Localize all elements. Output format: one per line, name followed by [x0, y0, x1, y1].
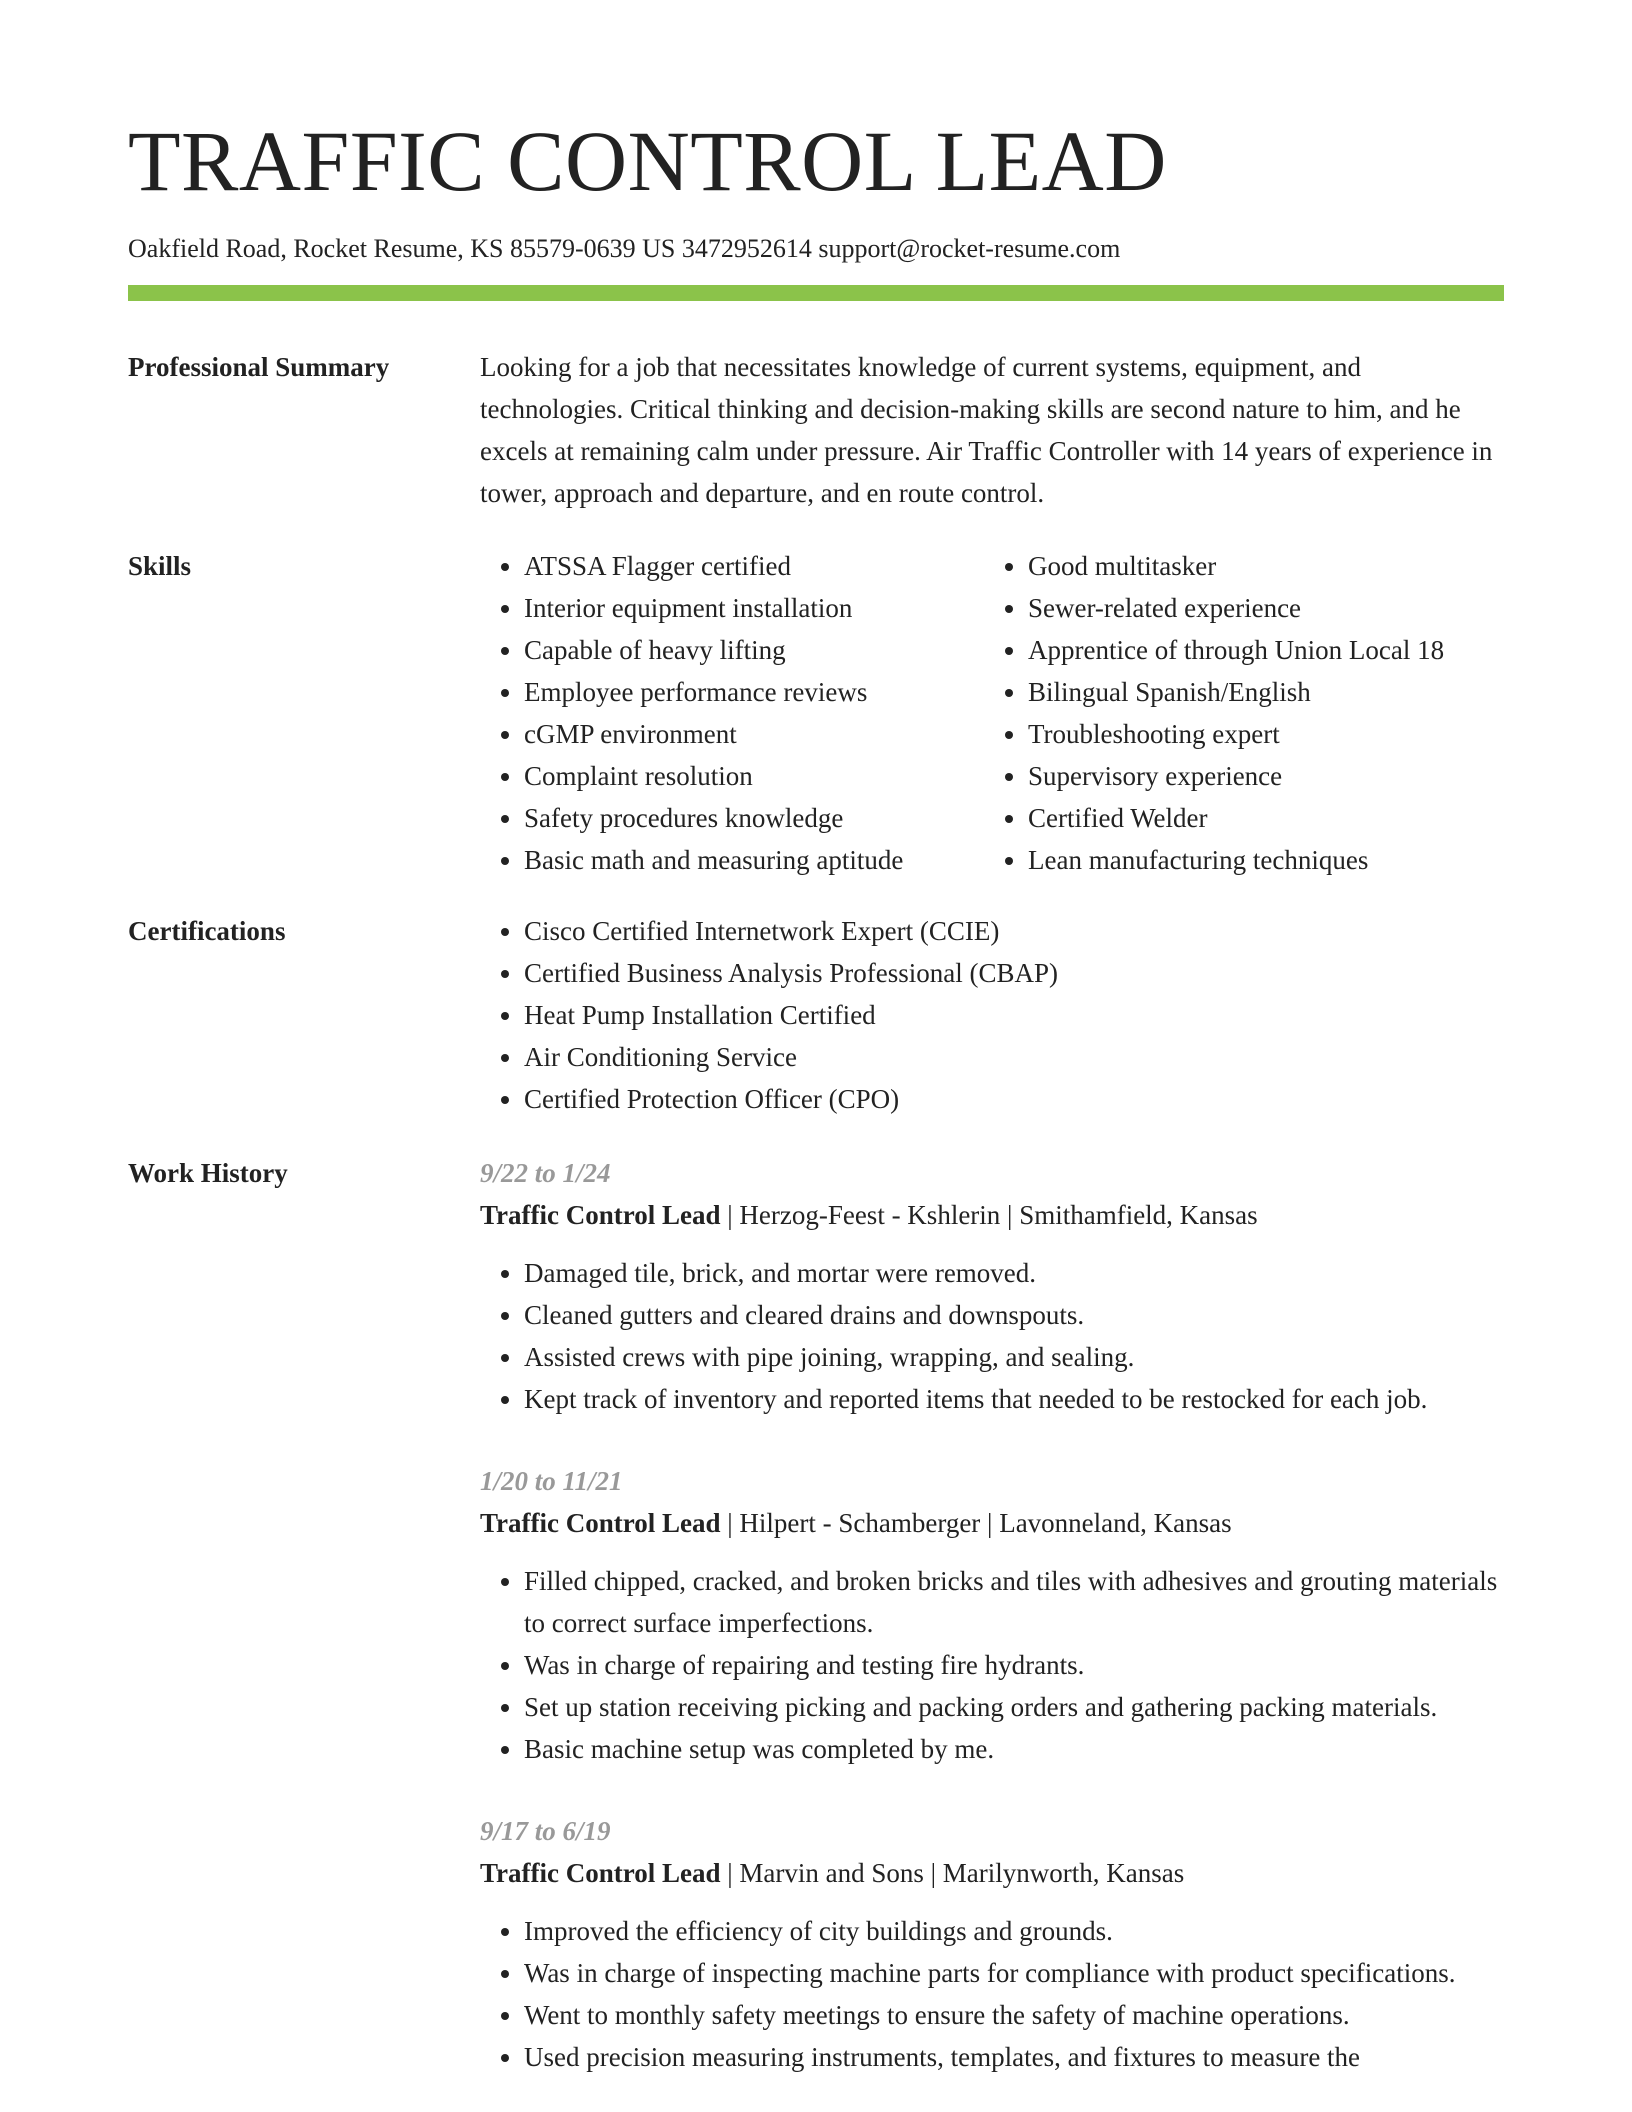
job-bullet: • Was in charge of inspecting machine parts for compliance with product specifications.	[524, 1952, 1504, 1994]
job-bullet: • Used precision measuring instruments, templates, and fixtures to measure the	[524, 2036, 1504, 2078]
work-history-heading: Work History	[128, 1158, 288, 1188]
skill-item: • Apprentice of through Union Local 18	[1028, 629, 1504, 671]
job-bullet: • Improved the efficiency of city buildings and grounds.	[524, 1910, 1504, 1952]
skill-item: • Good multitasker	[1028, 545, 1504, 587]
job-employer-location: | Herzog-Feest - Kshlerin | Smithamfield, Kansas	[720, 1200, 1258, 1230]
job-dates: 1/20 to 11/21	[480, 1466, 623, 1496]
skill-item: • Employee performance reviews	[524, 671, 984, 713]
skill-item: • Lean manufacturing techniques	[1028, 839, 1504, 881]
skill-item: • Safety procedures knowledge	[524, 797, 984, 839]
skill-item: • ATSSA Flagger certified	[524, 545, 984, 587]
certification-item: • Cisco Certified Internetwork Expert (CCIE)	[524, 910, 1504, 952]
skills-column-left	[480, 545, 984, 881]
skill-item: • Troubleshooting expert	[1028, 713, 1504, 755]
certification-item: • Air Conditioning Service	[524, 1036, 1504, 1078]
summary-body	[480, 346, 1504, 514]
job-entry	[480, 1152, 1504, 1420]
job-bullet: • Set up station receiving picking and packing orders and gathering packing materials.	[524, 1686, 1504, 1728]
job-entry	[480, 1810, 1504, 2078]
job-dates: 9/17 to 6/19	[480, 1816, 611, 1846]
certifications-body	[480, 910, 1504, 1120]
skill-item: • Supervisory experience	[1028, 755, 1504, 797]
job-heading	[480, 1194, 1504, 1236]
summary-heading: Professional Summary	[128, 352, 390, 382]
certification-item: • Heat Pump Installation Certified	[524, 994, 1504, 1036]
work-history-body	[480, 1152, 1504, 2078]
skill-item: • Capable of heavy lifting	[524, 629, 984, 671]
job-bullet: • Basic machine setup was completed by me.	[524, 1728, 1504, 1770]
job-title: Traffic Control Lead	[480, 1200, 721, 1230]
accent-divider	[128, 285, 1504, 301]
job-title: Traffic Control Lead	[480, 1858, 721, 1888]
job-bullet: • Kept track of inventory and reported items that needed to be restocked for each job.	[524, 1378, 1504, 1420]
certification-item: • Certified Protection Officer (CPO)	[524, 1078, 1504, 1120]
job-dates: 9/22 to 1/24	[480, 1158, 611, 1188]
skill-item: • Interior equipment installation	[524, 587, 984, 629]
candidate-name: TRAFFIC CONTROL LEAD	[128, 113, 1167, 209]
skill-item: • Bilingual Spanish/English	[1028, 671, 1504, 713]
job-heading	[480, 1502, 1504, 1544]
contact-line: Oakfield Road, Rocket Resume, KS 85579-0639 US 3472952614 support@rocket-resume.com	[128, 234, 1121, 263]
skill-item: • Certified Welder	[1028, 797, 1504, 839]
skill-item: • cGMP environment	[524, 713, 984, 755]
skill-item: • Basic math and measuring aptitude	[524, 839, 984, 881]
job-bullet: • Cleaned gutters and cleared drains and downspouts.	[524, 1294, 1504, 1336]
job-heading	[480, 1852, 1504, 1894]
job-bullet: • Damaged tile, brick, and mortar were removed.	[524, 1252, 1504, 1294]
certifications-heading: Certifications	[128, 916, 286, 946]
job-entry	[480, 1460, 1504, 1770]
job-bullet: • Was in charge of repairing and testing fire hydrants.	[524, 1644, 1504, 1686]
skills-heading: Skills	[128, 551, 192, 581]
skill-item: • Complaint resolution	[524, 755, 984, 797]
job-employer-location: | Hilpert - Schamberger | Lavonneland, Kansas	[720, 1508, 1232, 1538]
job-bullet: • Went to monthly safety meetings to ensure the safety of machine operations.	[524, 1994, 1504, 2036]
job-bullet: • Filled chipped, cracked, and broken bricks and tiles with adhesives and grouting materials to correct surface imperfections.	[524, 1560, 1504, 1644]
skills-column-right	[984, 545, 1504, 881]
summary-text: Looking for a job that necessitates knowledge of current systems, equipment, and technologies. Critical thinking and decision-making skills are second nature to him, and he excels at remaining calm under pressure. Air Traffic Controller with 14 years of experience in tower, approach and departure, and en route control.	[480, 352, 1493, 508]
job-title: Traffic Control Lead	[480, 1508, 721, 1538]
job-bullet: • Assisted crews with pipe joining, wrapping, and sealing.	[524, 1336, 1504, 1378]
skills-body	[480, 545, 1504, 881]
skill-item: • Sewer-related experience	[1028, 587, 1504, 629]
certification-item: • Certified Business Analysis Professional (CBAP)	[524, 952, 1504, 994]
job-employer-location: | Marvin and Sons | Marilynworth, Kansas	[720, 1858, 1185, 1888]
